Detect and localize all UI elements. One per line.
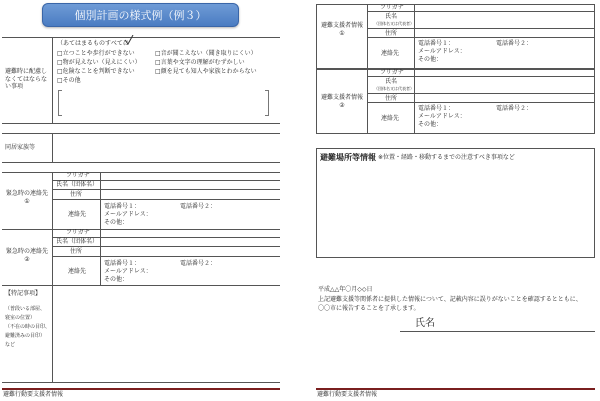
supporter-2-address-field[interactable]: [415, 94, 595, 103]
contact-2-furigana-label: フリガナ: [66, 229, 90, 236]
needs-item-walk[interactable]: □立つことや歩行ができない: [57, 50, 135, 57]
supporter-2-name-field[interactable]: [415, 77, 595, 94]
shelter-info-title: 避難場所等情報: [320, 153, 376, 162]
supporter-1-name-field[interactable]: [415, 12, 595, 29]
contact-2-mail: メールアドレス：: [104, 268, 152, 275]
supporter-1-other: その他：: [418, 56, 443, 63]
contact-1-phone2: 電話番号２：: [180, 203, 217, 210]
contact-1-name-label: 氏名（団体名）: [56, 181, 99, 188]
consent-text-2: 〇〇市に報告することを了承します。: [318, 305, 420, 312]
special-note-line-5: など: [5, 342, 16, 348]
contact-1-address-field[interactable]: [101, 190, 280, 200]
contact-2-label: 緊急時の連絡先: [5, 248, 48, 255]
supporter-1-mail: メールアドレス：: [418, 48, 466, 55]
contact-1-furigana-label: フリガナ: [66, 172, 90, 179]
needs-label: 避難時に配慮しなくてはならない事項: [5, 68, 48, 90]
supporter-1-furigana-field[interactable]: [415, 4, 595, 12]
shelter-info-note: ※位置・経路・移動するまでの注意すべき事項など: [378, 154, 515, 162]
consent-text-1: 上記避難支援等関係者に提供した情報について、記載内容に誤りがないことを確認するとともに、: [318, 296, 582, 303]
supporter-2-contact-label: 連絡先: [381, 115, 400, 122]
supporter-2-phone2: 電話番号２：: [496, 105, 533, 112]
needs-item-danger[interactable]: □危険なことを判断できない: [57, 68, 135, 75]
left-footer-rule: [2, 388, 280, 390]
needs-item-other[interactable]: □その他: [57, 77, 81, 84]
right-footer-rule: [316, 388, 595, 390]
supporter-2-other: その他：: [418, 121, 443, 128]
contact-1-furigana-field[interactable]: [101, 172, 280, 181]
other-bracket-right: [265, 90, 269, 116]
form-title: 個別計画の様式例（例３）: [42, 3, 239, 27]
contact-2-address-field[interactable]: [101, 247, 280, 257]
supporter-2-num: ②: [339, 101, 345, 109]
left-footer-label: 避難行動要支援者情報: [3, 391, 64, 398]
contact-1-contact-label: 連絡先: [68, 211, 87, 218]
contact-1-label: 緊急時の連絡先: [5, 190, 48, 197]
needs-item-see[interactable]: □物が見えない（見えにくい）: [57, 59, 141, 66]
contact-2-name-label: 氏名（団体名）: [56, 238, 99, 245]
supporter-1-address-field[interactable]: [415, 29, 595, 38]
right-footer-label: 避難行動要支援者情報: [317, 391, 378, 398]
needs-item-recognize[interactable]: □顔を見ても知人や家族とわからない: [155, 68, 257, 75]
signature-line[interactable]: [400, 331, 595, 332]
special-notes-label: 【特記事項】: [5, 290, 42, 297]
supporter-1-name-label: 氏名: [385, 13, 398, 20]
supporter-2-furigana-label: フリガナ: [380, 69, 404, 76]
special-notes-field[interactable]: [55, 289, 277, 380]
supporter-1-phone1: 電話番号１：: [418, 40, 455, 47]
special-note-line-3: （不在の時の目印、: [5, 324, 51, 330]
supporter-2-address-label: 住所: [385, 95, 398, 102]
supporter-2-mail: メールアドレス：: [418, 113, 466, 120]
contact-2-phone1: 電話番号１：: [104, 260, 141, 267]
supporter-2-phone1: 電話番号１：: [418, 105, 455, 112]
other-bracket-left: [58, 90, 62, 116]
special-note-line-1: （普段いる部屋、: [5, 306, 46, 312]
supporter-1-furigana-label: フリガナ: [380, 4, 404, 11]
contact-1-mail: メールアドレス：: [104, 211, 152, 218]
contact-2-name-field[interactable]: [101, 238, 280, 247]
supporter-1-name-note: （団体名又は代表者）: [374, 21, 414, 26]
contact-1-other: その他：: [104, 219, 129, 226]
supporter-1-contact-label: 連絡先: [381, 50, 400, 57]
contact-2-other: その他：: [104, 276, 129, 283]
signature-label: 氏名: [415, 318, 435, 329]
supporter-1-label: 避難支援者情報: [320, 22, 363, 29]
needs-item-hear[interactable]: □音が聞こえない（聞き取りにくい）: [155, 50, 257, 57]
special-note-line-2: 寝室の位置）: [5, 315, 36, 321]
contact-1-address-label: 住所: [70, 191, 83, 198]
supporter-2-name-label: 氏名: [385, 78, 398, 85]
contact-2-phone2: 電話番号２：: [180, 260, 217, 267]
contact-1-phone1: 電話番号１：: [104, 203, 141, 210]
contact-2-address-label: 住所: [70, 248, 83, 255]
household-label: 同居家族等: [5, 144, 36, 152]
supporter-1-address-label: 住所: [385, 30, 398, 37]
special-note-line-4: 避難済みの目印）: [5, 333, 46, 339]
contact-2-num: ②: [24, 255, 30, 263]
contact-2-furigana-field[interactable]: [101, 229, 280, 238]
shelter-info-field[interactable]: [320, 166, 592, 254]
consent-date: 平成△△年〇月◇◇日: [318, 286, 373, 293]
contact-1-name-field[interactable]: [101, 181, 280, 190]
supporter-2-furigana-field[interactable]: [415, 69, 595, 77]
supporter-1-phone2: 電話番号２：: [496, 40, 533, 47]
needs-note: （あてはまるものすべてに: [57, 40, 129, 47]
contact-2-contact-label: 連絡先: [68, 268, 87, 275]
checkmark-icon: [124, 35, 134, 45]
contact-1-num: ①: [24, 197, 30, 205]
supporter-2-label: 避難支援者情報: [320, 94, 363, 101]
needs-item-language[interactable]: □言葉や文字の理解がむずかしい: [155, 59, 245, 66]
supporter-1-num: ①: [339, 29, 345, 37]
supporter-2-name-note: （団体名又は代表者）: [374, 86, 414, 91]
